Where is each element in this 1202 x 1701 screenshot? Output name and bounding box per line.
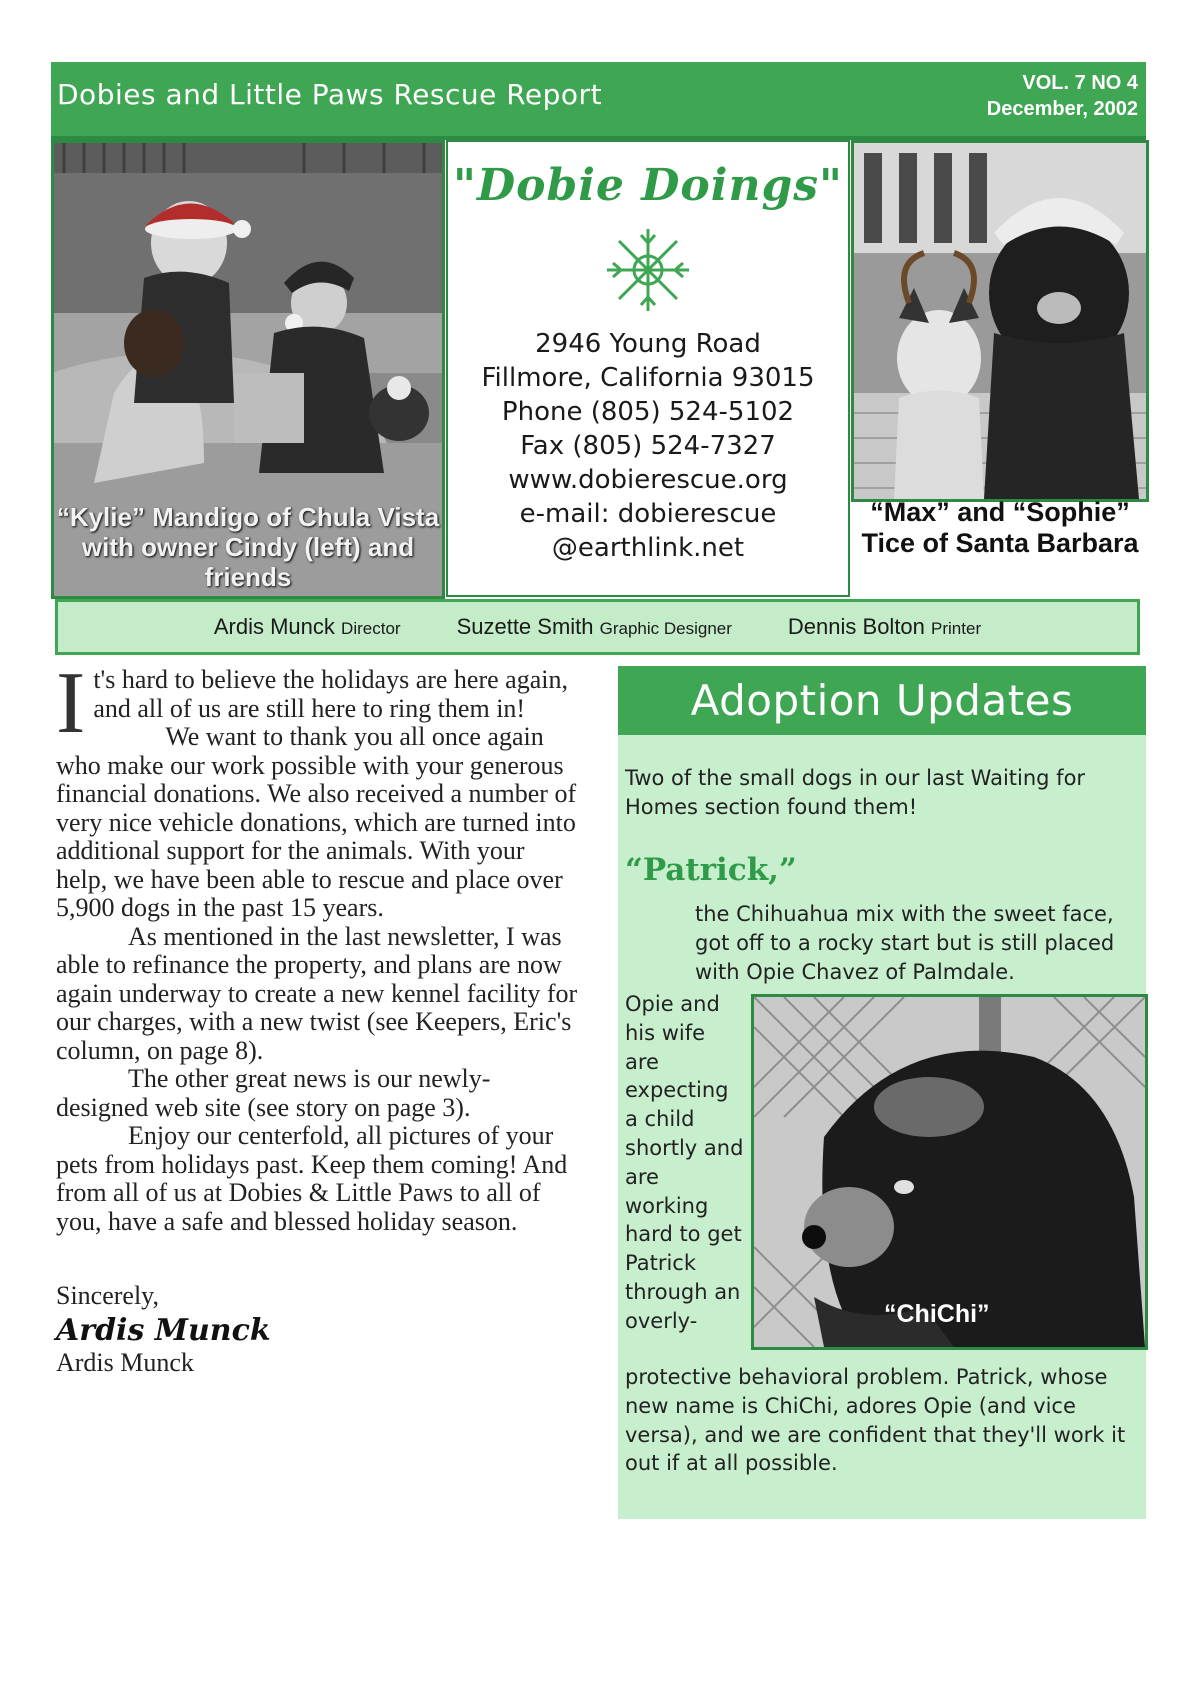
street-address: 2946 Young Road [535, 329, 761, 359]
photo-chichi-image [754, 997, 1145, 1347]
photo-kylie-caption: “Kylie” Mandigo of Chula Vista with owner Cindy (left) and friends [56, 502, 440, 592]
photo-max-sophie-caption: “Max” and “Sophie” Tice of Santa Barbara [861, 497, 1139, 558]
issue-date: December, 2002 [986, 98, 1138, 120]
staff-credits [55, 599, 1140, 655]
signature: Ardis Munck [56, 1312, 271, 1348]
patrick-story-end: protective behavioral problem. Patrick, whose new name is ChiChi, adores Opie (and vice versa), and we are confident that they'll work it out if at all possible. [625, 1365, 1126, 1476]
city-address: Fillmore, California 93015 [481, 363, 815, 393]
masthead [446, 140, 850, 597]
letter-paragraph-1: It's hard to believe the holidays are here again, and all of us are still here to ring them in! [56, 655, 568, 752]
email-line-1[interactable]: e-mail: dobierescue [519, 499, 777, 529]
credit-designer [457, 614, 732, 640]
email-line-2[interactable]: @earthlink.net [551, 533, 745, 563]
credit-role: Director [341, 619, 401, 638]
masthead-title: "Dobie Doings" [453, 160, 843, 211]
patrick-heading: “Patrick,” [625, 852, 797, 888]
snowflake-icon [603, 225, 693, 315]
contact-block [448, 327, 848, 565]
credit-printer [788, 614, 981, 640]
photo-chichi [751, 994, 1148, 1350]
issue-info [987, 70, 1138, 122]
credit-role: Graphic Designer [599, 619, 732, 638]
letter-paragraph-3: As mentioned in the last newsletter, I was able to refinance the property, and plans are now again underway to create a new kennel facility for our charges, with a new twist (see Keepers, Eric's column, on page 8). [56, 921, 578, 1065]
letter-paragraph-2: We want to thank you all once again who make our work possible with your generous financial donations. We also received a number of very nice vehicle donations, which are turned into additional support for the animals. With your help, we have been able to rescue and place over 5,900 dogs in the past 15 years. [56, 722, 577, 922]
fax-number: Fax (805) 524-7327 [520, 431, 776, 461]
credit-role: Printer [931, 619, 982, 638]
drop-cap: I [56, 655, 86, 752]
signer-name: Ardis Munck [56, 1347, 194, 1377]
newsletter-banner [51, 62, 1146, 136]
patrick-story-wrap: Opie and his wife are expecting a child shortly and are working hard to get Patrick through an overly- [625, 992, 744, 1333]
volume-number: VOL. 7 NO 4 [1022, 72, 1138, 94]
letter-paragraph-5: Enjoy our centerfold, all pictures of your pets from holidays past. Keep them coming! And from all of us at Dobies & Little Paws to all of you, have a safe and blessed holiday season. [56, 1121, 568, 1236]
letter-paragraph-4: The other great news is our newly-designed web site (see story on page 3). [56, 1064, 491, 1122]
photo-kylie [51, 140, 445, 599]
chichi-photo-label: “ChiChi” [884, 1300, 990, 1328]
newsletter-title: Dobies and Little Paws Rescue Report [57, 78, 603, 111]
director-letter [56, 655, 581, 1377]
adoption-intro: Two of the small dogs in our last Waiting for Homes section found them! [625, 766, 1086, 819]
photo-max-sophie [851, 140, 1149, 502]
credit-name: Dennis Bolton [787, 614, 925, 639]
website-link[interactable]: www.dobierescue.org [508, 465, 788, 495]
adoption-updates-heading: Adoption Updates [618, 666, 1146, 735]
phone-number: Phone (805) 524-5102 [501, 397, 795, 427]
credit-director [214, 614, 401, 640]
credit-name: Ardis Munck [213, 614, 335, 639]
credit-name: Suzette Smith [456, 614, 594, 639]
letter-closing: Sincerely, [56, 1281, 159, 1310]
photo-max-sophie-image [854, 143, 1146, 499]
patrick-story-lead: the Chihuahua mix with the sweet face, got off to a rocky start but is still placed with Opie Chavez of Palmdale. [695, 902, 1115, 984]
